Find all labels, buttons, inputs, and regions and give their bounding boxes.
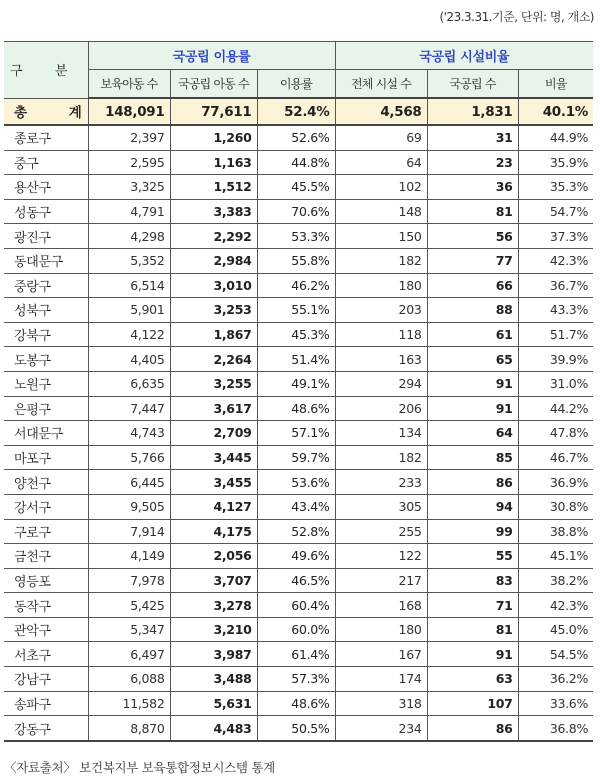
table-row (4, 371, 593, 396)
cell: 3,445 (170, 445, 257, 470)
cell: 7,978 (88, 568, 170, 593)
column-header: 이용률 (257, 70, 335, 99)
table-row (4, 199, 593, 224)
table-row (4, 248, 593, 273)
cell: 203 (335, 298, 427, 323)
cell: 77,611 (170, 98, 257, 125)
row-label: 양천구 (4, 470, 88, 495)
cell: 57.3% (257, 667, 335, 692)
total-row (4, 98, 593, 125)
cell: 66 (427, 273, 518, 298)
table-row (4, 667, 593, 692)
cell: 51.7% (518, 322, 593, 347)
row-label: 중구 (4, 150, 88, 175)
cell: 86 (427, 470, 518, 495)
row-label: 영등포 (4, 568, 88, 593)
row-label: 마포구 (4, 445, 88, 470)
cell: 3,255 (170, 371, 257, 396)
facility-ratio-group-header: 국공립 시설비율 (335, 42, 593, 70)
cell: 51.4% (257, 347, 335, 372)
row-label: 동작구 (4, 593, 88, 618)
table-row (4, 421, 593, 446)
cell: 45.3% (257, 322, 335, 347)
cell: 43.4% (257, 494, 335, 519)
cell: 86 (427, 716, 518, 741)
cell: 3,987 (170, 642, 257, 667)
cell: 4,175 (170, 519, 257, 544)
row-label: 강북구 (4, 322, 88, 347)
cell: 61 (427, 322, 518, 347)
cell: 52.6% (257, 125, 335, 150)
cell: 11,582 (88, 691, 170, 716)
row-label: 광진구 (4, 224, 88, 249)
row-label: 강남구 (4, 667, 88, 692)
cell: 118 (335, 322, 427, 347)
cell: 5,425 (88, 593, 170, 618)
row-label: 노원구 (4, 371, 88, 396)
cell: 9,505 (88, 494, 170, 519)
column-header: 비율 (518, 70, 593, 99)
cell: 59.7% (257, 445, 335, 470)
cell: 99 (427, 519, 518, 544)
cell: 39.9% (518, 347, 593, 372)
cell: 5,631 (170, 691, 257, 716)
cell: 2,056 (170, 544, 257, 569)
cell: 48.6% (257, 691, 335, 716)
cell: 46.5% (257, 568, 335, 593)
table-row (4, 347, 593, 372)
cell: 46.2% (257, 273, 335, 298)
cell: 54.5% (518, 642, 593, 667)
cell: 5,347 (88, 617, 170, 642)
cell: 3,617 (170, 396, 257, 421)
cell: 107 (427, 691, 518, 716)
row-label: 중랑구 (4, 273, 88, 298)
table-row (4, 691, 593, 716)
cell: 91 (427, 642, 518, 667)
cell: 233 (335, 470, 427, 495)
cell: 91 (427, 371, 518, 396)
cell: 318 (335, 691, 427, 716)
cell: 46.7% (518, 445, 593, 470)
table-row (4, 716, 593, 741)
cell: 56 (427, 224, 518, 249)
row-label: 성동구 (4, 199, 88, 224)
cell: 49.6% (257, 544, 335, 569)
table-row (4, 298, 593, 323)
cell: 1,260 (170, 125, 257, 150)
cell: 71 (427, 593, 518, 618)
cell: 91 (427, 396, 518, 421)
cell: 4,483 (170, 716, 257, 741)
table-row (4, 544, 593, 569)
cell: 102 (335, 175, 427, 200)
cell: 48.6% (257, 396, 335, 421)
column-header: 국공립 아동 수 (170, 70, 257, 99)
cell: 52.4% (257, 98, 335, 125)
cell: 1,831 (427, 98, 518, 125)
column-header: 전체 시설 수 (335, 70, 427, 99)
table-row (4, 322, 593, 347)
cell: 35.3% (518, 175, 593, 200)
cell: 3,010 (170, 273, 257, 298)
cell: 38.8% (518, 519, 593, 544)
cell: 55.1% (257, 298, 335, 323)
cell: 55.8% (257, 248, 335, 273)
cell: 6,497 (88, 642, 170, 667)
table-row (4, 150, 593, 175)
row-label: 강동구 (4, 716, 88, 741)
cell: 4,568 (335, 98, 427, 125)
table-row (4, 175, 593, 200)
cell: 64 (335, 150, 427, 175)
cell: 31 (427, 125, 518, 150)
cell: 23 (427, 150, 518, 175)
cell: 64 (427, 421, 518, 446)
cell: 3,707 (170, 568, 257, 593)
usage-rate-group-header: 국공립 이용률 (88, 42, 335, 70)
daycare-stats-table (4, 41, 593, 742)
cell: 2,397 (88, 125, 170, 150)
cell: 65 (427, 347, 518, 372)
cell: 3,488 (170, 667, 257, 692)
cell: 54.7% (518, 199, 593, 224)
cell: 45.1% (518, 544, 593, 569)
cell: 36 (427, 175, 518, 200)
row-label: 성북구 (4, 298, 88, 323)
cell: 4,743 (88, 421, 170, 446)
row-label: 종로구 (4, 125, 88, 150)
cell: 42.3% (518, 248, 593, 273)
row-label: 서대문구 (4, 421, 88, 446)
cell: 3,455 (170, 470, 257, 495)
cell: 44.9% (518, 125, 593, 150)
cell: 53.6% (257, 470, 335, 495)
cell: 6,635 (88, 371, 170, 396)
table-row (4, 593, 593, 618)
cell: 70.6% (257, 199, 335, 224)
cell: 5,901 (88, 298, 170, 323)
cell: 42.3% (518, 593, 593, 618)
cell: 45.0% (518, 617, 593, 642)
cell: 36.9% (518, 470, 593, 495)
cell: 47.8% (518, 421, 593, 446)
cell: 77 (427, 248, 518, 273)
table-row (4, 642, 593, 667)
cell: 4,791 (88, 199, 170, 224)
cell: 33.6% (518, 691, 593, 716)
cell: 168 (335, 593, 427, 618)
table-row (4, 568, 593, 593)
table-row (4, 470, 593, 495)
cell: 148,091 (88, 98, 170, 125)
row-label: 은평구 (4, 396, 88, 421)
table-row (4, 445, 593, 470)
cell: 35.9% (518, 150, 593, 175)
cell: 60.4% (257, 593, 335, 618)
cell: 4,298 (88, 224, 170, 249)
cell: 234 (335, 716, 427, 741)
cell: 148 (335, 199, 427, 224)
cell: 2,264 (170, 347, 257, 372)
cell: 8,870 (88, 716, 170, 741)
cell: 52.8% (257, 519, 335, 544)
cell: 60.0% (257, 617, 335, 642)
cell: 85 (427, 445, 518, 470)
row-label: 도봉구 (4, 347, 88, 372)
row-label: 강서구 (4, 494, 88, 519)
table-row (4, 494, 593, 519)
cell: 6,088 (88, 667, 170, 692)
cell: 50.5% (257, 716, 335, 741)
cell: 1,163 (170, 150, 257, 175)
cell: 1,867 (170, 322, 257, 347)
cell: 38.2% (518, 568, 593, 593)
cell: 30.8% (518, 494, 593, 519)
cell: 57.1% (257, 421, 335, 446)
cell: 3,383 (170, 199, 257, 224)
cell: 45.5% (257, 175, 335, 200)
cell: 2,292 (170, 224, 257, 249)
cell: 180 (335, 617, 427, 642)
cell: 174 (335, 667, 427, 692)
cell: 44.2% (518, 396, 593, 421)
cell: 255 (335, 519, 427, 544)
cell: 49.1% (257, 371, 335, 396)
cell: 44.8% (257, 150, 335, 175)
cell: 53.3% (257, 224, 335, 249)
cell: 83 (427, 568, 518, 593)
cell: 2,984 (170, 248, 257, 273)
cell: 122 (335, 544, 427, 569)
cell: 43.3% (518, 298, 593, 323)
cell: 31.0% (518, 371, 593, 396)
column-header: 보육아동 수 (88, 70, 170, 99)
cell: 1,512 (170, 175, 257, 200)
cell: 81 (427, 199, 518, 224)
cell: 4,405 (88, 347, 170, 372)
table-row (4, 396, 593, 421)
category-header: 구 분 (4, 42, 88, 99)
cell: 4,127 (170, 494, 257, 519)
cell: 3,210 (170, 617, 257, 642)
unit-note: ('23.3.31.기준, 단위: 명, 개소) (439, 10, 594, 24)
cell: 294 (335, 371, 427, 396)
cell: 7,914 (88, 519, 170, 544)
cell: 3,325 (88, 175, 170, 200)
cell: 206 (335, 396, 427, 421)
cell: 40.1% (518, 98, 593, 125)
cell: 7,447 (88, 396, 170, 421)
cell: 36.8% (518, 716, 593, 741)
cell: 94 (427, 494, 518, 519)
row-label: 송파구 (4, 691, 88, 716)
row-label: 동대문구 (4, 248, 88, 273)
cell: 2,709 (170, 421, 257, 446)
row-label: 서초구 (4, 642, 88, 667)
cell: 36.7% (518, 273, 593, 298)
table-row (4, 273, 593, 298)
table-row (4, 125, 593, 150)
cell: 5,352 (88, 248, 170, 273)
row-label: 관악구 (4, 617, 88, 642)
cell: 6,514 (88, 273, 170, 298)
cell: 180 (335, 273, 427, 298)
cell: 4,122 (88, 322, 170, 347)
cell: 55 (427, 544, 518, 569)
cell: 5,766 (88, 445, 170, 470)
cell: 2,595 (88, 150, 170, 175)
row-label: 금천구 (4, 544, 88, 569)
column-header: 국공립 수 (427, 70, 518, 99)
cell: 6,445 (88, 470, 170, 495)
cell: 182 (335, 445, 427, 470)
cell: 167 (335, 642, 427, 667)
cell: 217 (335, 568, 427, 593)
cell: 69 (335, 125, 427, 150)
cell: 182 (335, 248, 427, 273)
cell: 36.2% (518, 667, 593, 692)
row-label: 구로구 (4, 519, 88, 544)
cell: 37.3% (518, 224, 593, 249)
row-label: 용산구 (4, 175, 88, 200)
table-row (4, 519, 593, 544)
cell: 163 (335, 347, 427, 372)
cell: 81 (427, 617, 518, 642)
cell: 305 (335, 494, 427, 519)
cell: 3,253 (170, 298, 257, 323)
cell: 88 (427, 298, 518, 323)
cell: 3,278 (170, 593, 257, 618)
table-row (4, 617, 593, 642)
cell: 4,149 (88, 544, 170, 569)
cell: 150 (335, 224, 427, 249)
row-label: 총 계 (4, 98, 88, 125)
cell: 63 (427, 667, 518, 692)
cell: 61.4% (257, 642, 335, 667)
source-note: 〈자료출처〉 보건복지부 보육통합정보시스템 통계 (4, 760, 275, 775)
cell: 134 (335, 421, 427, 446)
table-row (4, 224, 593, 249)
